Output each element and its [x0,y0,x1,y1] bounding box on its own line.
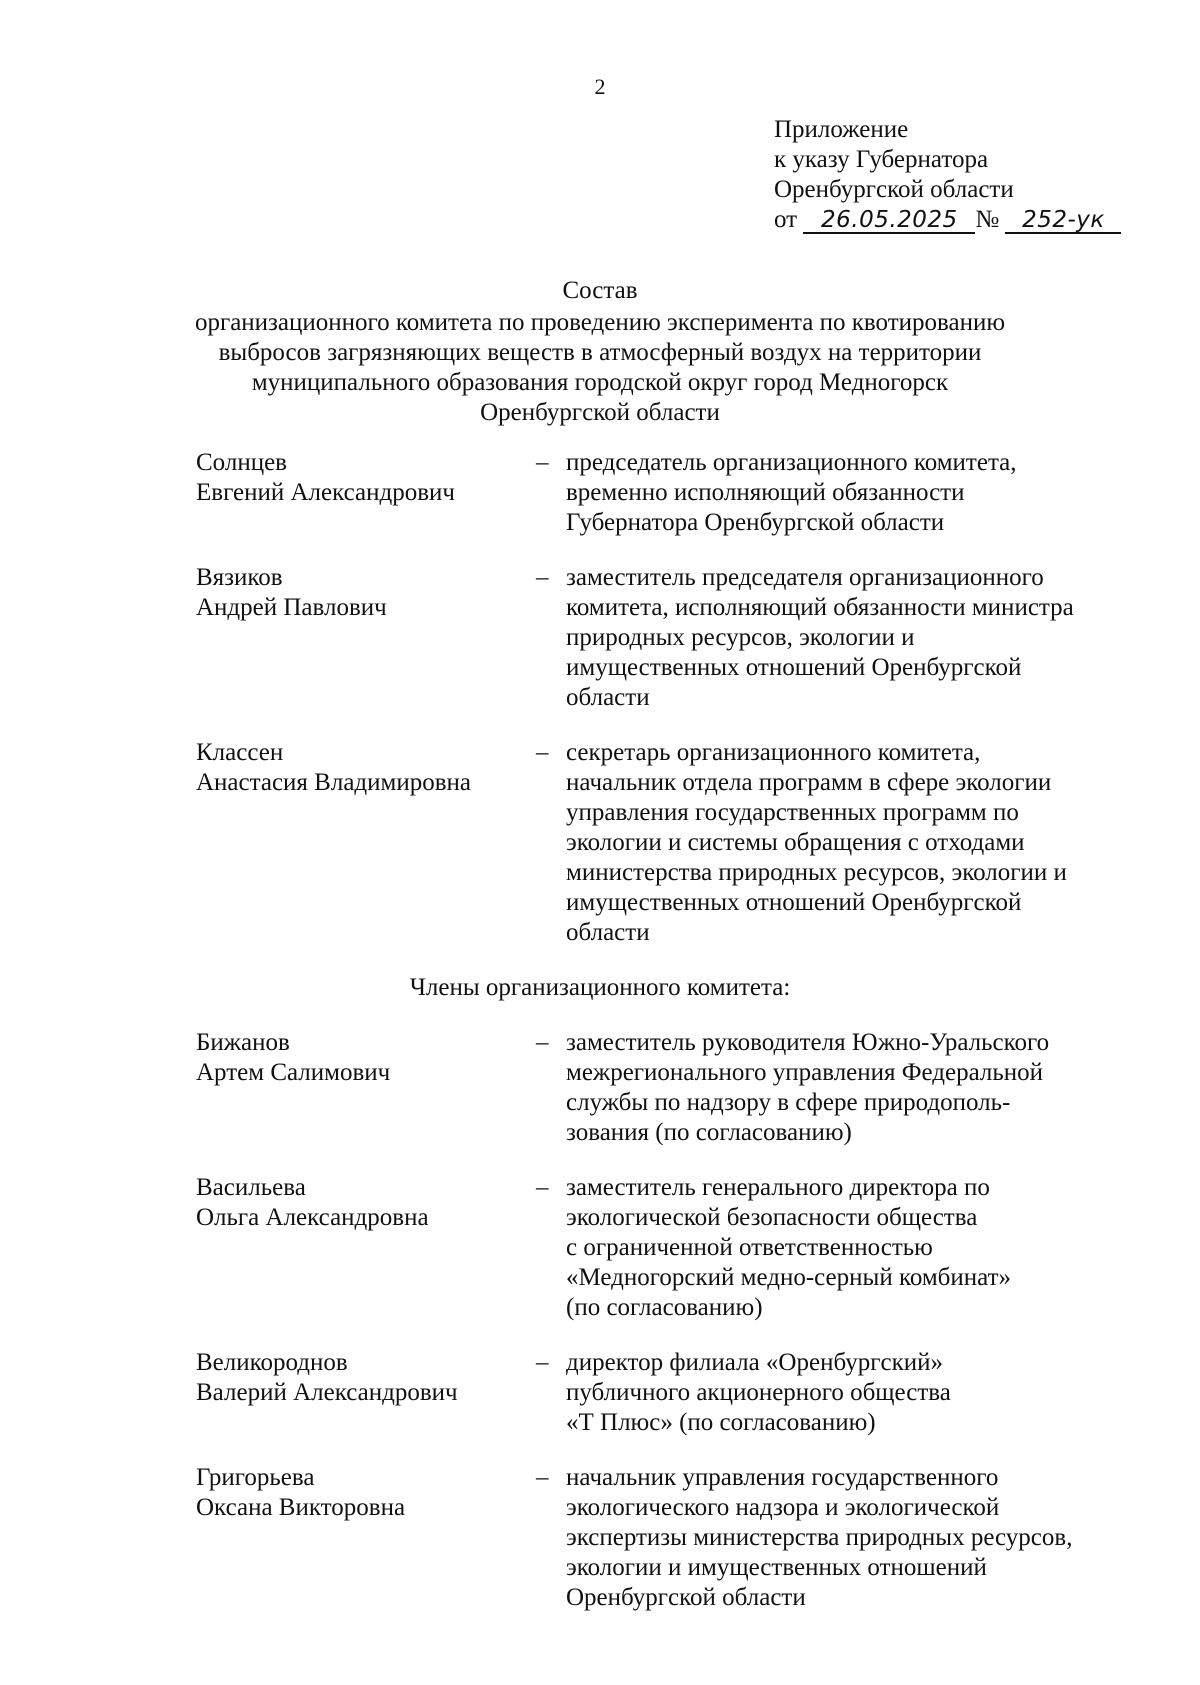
role-line: заместитель руководителя Южно-Уральского [566,1029,1050,1056]
dash-separator: – [536,564,549,591]
role-line: экологического надзора и экологической [566,1494,1000,1521]
dash-separator: – [536,449,549,476]
given-name: Оксана Викторовна [196,1494,406,1521]
title-line-2: выбросов загрязняющих веществ в атмосферный воздух на территории [218,339,982,366]
document-title [0,276,1200,428]
role-description [566,738,1156,948]
person-name [196,1348,536,1438]
surname: Солнцев [196,449,287,476]
roster-row [196,1028,1156,1148]
surname: Григорьева [196,1464,315,1491]
role-line: управления государственных программ по [566,799,1019,826]
person-name [196,448,536,538]
person-name [196,1028,536,1148]
roster-row [196,738,1156,948]
role-line: министерства природных ресурсов, экологии и [566,859,1067,886]
role-line: области [566,684,650,711]
role-description [566,1173,1156,1323]
given-name: Артем Салимович [196,1059,391,1086]
role-line: начальник отдела программ в сфере экологии [566,769,1052,796]
decree-number-handwritten: 252-ук [1005,208,1121,234]
appendix-line-3: Оренбургской области [774,176,1014,203]
roster-row [196,1463,1156,1613]
dash-separator: – [536,1174,549,1201]
given-name: Ольга Александровна [196,1204,429,1231]
role-description [566,1463,1156,1613]
role-line: природных ресурсов, экологии и [566,624,915,651]
role-line: комитета, исполняющий обязанности министра [566,594,1074,621]
role-line: межрегионального управления Федеральной [566,1059,1044,1086]
role-line: с ограниченной ответственностью [566,1234,933,1261]
person-name [196,1173,536,1323]
surname: Классен [196,739,284,766]
page-number: 2 [594,74,606,99]
decree-date-handwritten: 26.05.2025 [803,208,975,234]
title-line-3: муниципального образования городской округ город Медногорск [251,369,949,396]
person-name [196,738,536,948]
committee-roster [196,448,1156,1638]
title-heading: Состав [562,277,638,304]
from-prefix: от [774,206,798,233]
role-line: экологии и системы обращения с отходами [566,829,1025,856]
role-line: директор филиала «Оренбургский» [566,1349,943,1376]
role-line: экологической безопасности общества [566,1204,978,1231]
role-description [566,448,1156,538]
dash-separator: – [536,1349,549,1376]
role-line: «Т Плюс» (по согласованию) [566,1409,876,1436]
title-line-4: Оренбургской области [480,399,720,426]
role-line: (по согласованию) [566,1294,763,1321]
given-name: Андрей Павлович [196,594,387,621]
role-line: секретарь организационного комитета, [566,739,981,766]
roster-row [196,563,1156,713]
role-line: публичного акционерного общества [566,1379,951,1406]
role-line: Оренбургской области [566,1584,806,1611]
surname: Вязиков [196,564,283,591]
role-line: «Медногорский медно-серный комбинат» [566,1264,1012,1291]
role-line: заместитель председателя организационного [566,564,1044,591]
dash-separator: – [536,739,549,766]
role-line: экологии и имущественных отношений [566,1554,987,1581]
roster-row [196,1348,1156,1438]
role-description [566,1028,1156,1148]
role-line: зования (по согласованию) [566,1119,852,1146]
appendix-line-1: Приложение [774,116,909,143]
given-name: Валерий Александрович [196,1379,458,1406]
person-name [196,563,536,713]
title-line-1: организационного комитета по проведению эксперимента по квотированию [194,309,1006,336]
surname: Великороднов [196,1349,348,1376]
role-line: заместитель генерального директора по [566,1174,990,1201]
decree-date-number-line [774,205,1174,235]
role-description [566,1348,1156,1438]
role-line: имущественных отношений Оренбургской [566,889,1022,916]
appendix-block [774,115,1174,235]
role-line: председатель организационного комитета, [566,449,1017,476]
person-name [196,1463,536,1613]
role-line: начальник управления государственного [566,1464,999,1491]
role-line: службы по надзору в сфере природополь- [566,1089,1011,1116]
surname: Васильева [196,1174,306,1201]
role-line: Губернатора Оренбургской области [566,509,945,536]
dash-separator: – [536,1029,549,1056]
role-line: временно исполняющий обязанности [566,479,965,506]
role-line: экспертизы министерства природных ресурсов, [566,1524,1073,1551]
members-heading: Члены организационного комитета: [409,974,791,1001]
role-line: области [566,919,650,946]
role-description [566,563,1156,713]
number-sign: № [975,206,1000,233]
roster-row [196,448,1156,538]
dash-separator: – [536,1464,549,1491]
given-name: Евгений Александрович [196,479,455,506]
appendix-line-2: к указу Губернатора [774,146,989,173]
roster-row [196,1173,1156,1323]
given-name: Анастасия Владимировна [196,769,471,796]
role-line: имущественных отношений Оренбургской [566,654,1022,681]
surname: Бижанов [196,1029,290,1056]
